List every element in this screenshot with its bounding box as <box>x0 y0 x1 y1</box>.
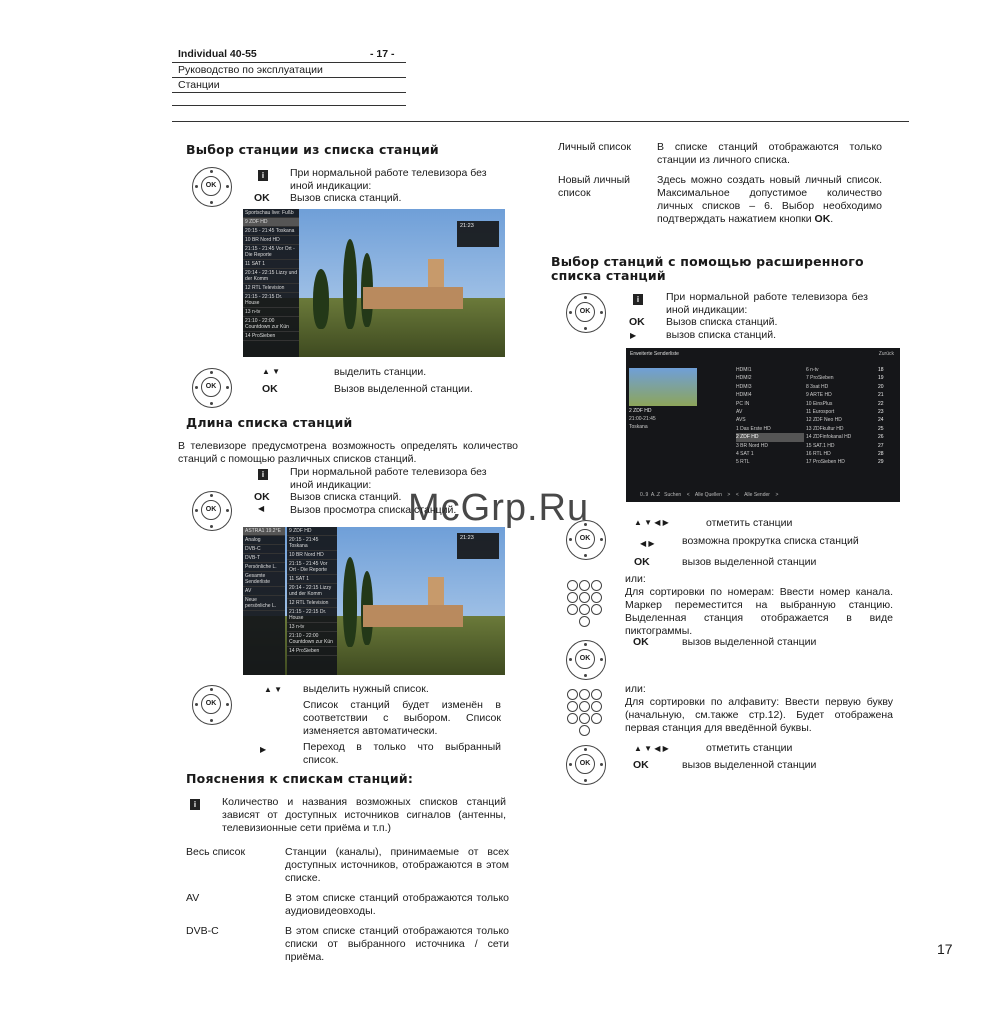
remote-ok-pad: OK <box>566 293 606 333</box>
ext-title: Erweiterte Senderliste <box>630 351 679 357</box>
ok-key-label: OK <box>633 759 649 771</box>
info-icon: i <box>190 799 200 810</box>
channel-item: 20:14 - 22:15 Lizzy und der Komm <box>243 269 299 284</box>
header-section: Станции <box>178 79 220 91</box>
remote-ok-pad: OK <box>192 491 232 531</box>
right-arrow-icon: ▶ <box>260 745 267 754</box>
or-label: или: <box>625 573 646 585</box>
ext-back[interactable]: Zurück <box>878 351 894 357</box>
scroll-text: возможна прокрутка списка станций <box>682 535 859 547</box>
def-desc: Станции (каналы), принимаемые от всех доступных источников, отображаются в этом списке. <box>285 846 509 884</box>
def-desc-ok: OK <box>814 213 831 225</box>
def-term: DVB-C <box>186 925 219 937</box>
channel-item: 11 SAT 1 <box>287 575 337 584</box>
tv-screenshot-station-list <box>243 209 505 357</box>
remote-ok-pad: OK <box>192 685 232 725</box>
channel-item: 21:10 - 22:00 Countdown zur Kün <box>243 317 299 332</box>
header-rule <box>172 62 406 63</box>
channel-list-overlay <box>287 527 337 675</box>
def-term: Личный список <box>558 141 631 153</box>
channel-item: 10 BR Nord HD <box>287 551 337 560</box>
ok-text: Вызов списка станций. <box>290 491 402 503</box>
channel-item: 14 ProSieben <box>243 332 299 341</box>
channel-item: 10 BR Nord HD <box>243 236 299 245</box>
ok2-text: Вызов выделенной станции. <box>334 383 473 395</box>
clock-osd <box>457 533 499 559</box>
mark2-text: отметить станции <box>706 742 793 754</box>
ext-item[interactable]: 12 ZDF Neo HD <box>806 417 842 424</box>
ok-key-label: OK <box>629 316 645 328</box>
ext-item[interactable]: 5 RTL <box>736 459 750 466</box>
ext-col1 <box>736 366 804 467</box>
tv-screenshot-source-list <box>243 527 505 675</box>
channel-item: 9 ZDF HD <box>287 527 337 536</box>
channel-item: 21:15 - 21:45 Vor Ort - Die Reporte <box>287 560 337 575</box>
ok-key-label: OK <box>633 636 649 648</box>
four-arrows-icon: ▲ ▼ ◀ ▶ <box>634 518 669 527</box>
ok-key-label: OK <box>634 556 650 568</box>
source-item: Analog <box>243 536 285 545</box>
ext-item[interactable]: 3 BR Nord HD <box>736 442 768 449</box>
section-rule <box>172 121 909 122</box>
channel-item: 20:15 - 21:45 Toskana <box>243 227 299 236</box>
def-desc: В этом списке станций отображаются только аудиовидеовходы. <box>285 892 509 917</box>
ext-item[interactable]: 1 Das Erste HD <box>736 425 771 432</box>
ext-item[interactable]: 10 EinsPlus <box>806 400 833 407</box>
ext-item[interactable]: 27 <box>878 442 884 449</box>
ext-item[interactable]: 23 <box>878 409 884 416</box>
ext-item[interactable]: AVS <box>736 417 746 424</box>
channel-item: 12 RTL Television <box>287 599 337 608</box>
ext-item[interactable]: 9 ARTE HD <box>806 392 832 399</box>
source-item: ASTRA1 19.2°E <box>243 527 285 536</box>
ext-item[interactable]: 8 3sat HD <box>806 383 829 390</box>
def-desc-end: . <box>830 213 834 225</box>
mark-text: отметить станции <box>706 517 793 529</box>
ok-text: Вызов списка станций. <box>666 316 778 328</box>
alpha-sort-text: Для сортировки по алфавиту: Ввести первую букву (начальную, см.также стр.12). Будет отображена первая станция для введённой буквы. <box>625 696 893 734</box>
preview-show: Toskana <box>629 424 648 430</box>
preview-channel: 2 ZDF HD <box>629 408 652 414</box>
def-term: Весь список <box>186 846 246 858</box>
ext-item[interactable]: HDMI1 <box>736 367 752 373</box>
ext-item[interactable]: HDMI3 <box>736 383 752 390</box>
ext-item[interactable]: 24 <box>878 417 884 424</box>
four-arrows-icon: ▲ ▼ ◀ ▶ <box>634 744 669 753</box>
or-label: или: <box>625 683 646 695</box>
intro-text: В телевизоре предусмотрена возможность определять количество станций с помощью различных списков станций. <box>178 440 518 465</box>
number-keypad-icon <box>567 580 603 628</box>
info-icon: i <box>258 469 268 480</box>
clock-osd <box>457 221 499 247</box>
up-down-arrows-icon: ▲ ▼ <box>264 685 283 694</box>
source-list-overlay <box>243 527 285 675</box>
arrows-text: выделить станции. <box>334 366 427 378</box>
ext-item[interactable]: 4 SAT 1 <box>736 451 754 458</box>
channel-item: 20:15 - 21:45 Toskana <box>287 536 337 551</box>
auto-text: Список станций будет изменён в соответствии с выбором. Список изменяется автоматически. <box>303 699 501 737</box>
remote-ok-pad: OK <box>192 368 232 408</box>
ext-item[interactable]: 6 n-tv <box>806 367 819 373</box>
header-rule <box>172 92 406 93</box>
ok-key-label: OK <box>254 192 270 204</box>
info-text: При нормальной работе телевизора без иной индикации: <box>666 291 868 316</box>
header-model: Individual 40-55 <box>178 48 257 60</box>
section-title-extended: Выбор станций с помощью расширенного <box>551 254 864 269</box>
channel-item: 13 n-tv <box>287 623 337 632</box>
ext-item-selected[interactable]: 2 ZDF HD <box>736 433 804 441</box>
source-item: AV <box>243 587 285 596</box>
source-item: Neue persönliche L. <box>243 596 285 611</box>
page-number: 17 <box>937 941 953 957</box>
ext-item[interactable]: 26 <box>878 434 884 441</box>
left-arrow-icon: ◀ <box>258 504 265 513</box>
info-text: Количество и названия возможных списков станций зависят от доступных источников сигналов (антенны, телевизионные сети приёма и т.п.) <box>222 796 506 834</box>
ext-col2 <box>806 366 870 467</box>
def-desc <box>657 174 882 226</box>
header-rule <box>172 105 406 106</box>
ext-item[interactable]: PC IN <box>736 400 750 407</box>
ext-item[interactable]: 15 SAT.1 HD <box>806 442 835 449</box>
ext-item[interactable]: 11 Eurosport <box>806 409 835 416</box>
remote-ok-pad: OK <box>566 520 606 560</box>
def-desc: В списке станций отображаются только станции из личного списка. <box>657 141 882 166</box>
info-icon: i <box>258 170 268 181</box>
ok4-text: вызов выделенной станции <box>682 759 817 771</box>
letter-keypad-icon <box>567 689 603 737</box>
left-right-arrows-icon: ◀ ▶ <box>640 539 655 548</box>
ext-item[interactable]: 7 ProSieben <box>806 375 834 382</box>
section-title-extended-2: списка станций <box>551 268 666 283</box>
remote-ok-pad: OK <box>566 640 606 680</box>
ext-footer: 0..9 A..Z Suchen < Alle Quellen > < Alle Sender > <box>640 492 779 498</box>
section-title-explanations: Пояснения к спискам станций: <box>186 771 414 786</box>
source-item: Persönliche L. <box>243 563 285 572</box>
header-page-marker: - 17 - <box>370 48 395 60</box>
left-text: Вызов просмотра списка станций. <box>290 504 457 516</box>
ext-item[interactable]: 28 <box>878 451 884 458</box>
def-term: Новый личный список <box>558 174 631 199</box>
channel-item: 21:10 - 22:00 Countdown zur Kün <box>287 632 337 647</box>
channel-item: 12 RTL Television <box>243 284 299 293</box>
section-title-station-select: Выбор станции из списка станций <box>186 142 439 157</box>
right-arrow-icon: ▶ <box>630 331 637 340</box>
ok3-text: вызов выделенной станции <box>682 636 817 648</box>
ext-item[interactable]: HDMI4 <box>736 392 752 399</box>
clock-time: 21:23 <box>460 223 474 229</box>
info-text: При нормальной работе телевизора без иной индикации: <box>290 466 487 491</box>
ext-item[interactable]: 21 <box>878 392 884 399</box>
up-down-arrows-icon: ▲ ▼ <box>262 367 281 376</box>
channel-item: 11 SAT 1 <box>243 260 299 269</box>
ok-key-label: OK <box>262 383 278 395</box>
header-rule <box>172 77 406 78</box>
def-term: AV <box>186 892 200 904</box>
channel-item: 21:15 - 22:15 Dr. House <box>287 608 337 623</box>
channel-item: Sportschau live: Fußb <box>243 209 299 218</box>
ext-item[interactable]: 22 <box>878 400 884 407</box>
ext-item[interactable]: 17 ProSieben HD <box>806 459 845 466</box>
ok2-text: вызов выделенной станции <box>682 556 817 568</box>
channel-item: 9 ZDF HD <box>243 218 299 227</box>
right-text: Переход в только что выбранный список. <box>303 741 501 766</box>
tv-screenshot-extended-list <box>626 348 900 502</box>
header-manual: Руководство по эксплуатации <box>178 64 323 76</box>
remote-ok-pad: OK <box>566 745 606 785</box>
channel-item: 14 ProSieben <box>287 647 337 656</box>
ext-item[interactable]: 13 ZDFkultur HD <box>806 425 844 432</box>
source-item: DVB-T <box>243 554 285 563</box>
section-title-list-length: Длина списка станций <box>186 415 353 430</box>
right-text: вызов списка станций. <box>666 329 777 341</box>
ext-item[interactable]: 14 ZDFinfokanal HD <box>806 434 852 441</box>
ext-col3 <box>878 366 892 467</box>
remote-ok-pad: OK <box>192 167 232 207</box>
info-text: При нормальной работе телевизора без иной индикации: <box>290 167 487 192</box>
ext-item[interactable]: 29 <box>878 459 884 466</box>
ext-item[interactable]: 25 <box>878 425 884 432</box>
channel-item: 20:14 - 22:15 Lizzy und der Komm <box>287 584 337 599</box>
channel-item: 13 n-tv <box>243 308 299 317</box>
ext-item[interactable]: 19 <box>878 375 884 382</box>
channel-item: 21:15 - 22:15 Dr. House <box>243 293 299 308</box>
ext-item[interactable]: HDMI2 <box>736 375 752 382</box>
preview-time: 21:00-21:45 <box>629 416 656 422</box>
ext-item[interactable]: 20 <box>878 383 884 390</box>
ext-item[interactable]: AV <box>736 409 743 416</box>
ext-item[interactable]: 16 RTL HD <box>806 451 831 458</box>
ext-item[interactable]: 18 <box>878 367 884 373</box>
def-desc-text: Здесь можно создать новый личный список. Максимальное допустимое количество личных списков – 6. Выбор необходимо подтверждать нажатием кнопки <box>657 174 882 225</box>
def-desc: В этом списке станций отображаются только списки от выбранного источника / сети приёма. <box>285 925 509 963</box>
source-item: Gesamte Senderliste <box>243 572 285 587</box>
ok-text: Вызов списка станций. <box>290 192 402 204</box>
channel-list-overlay <box>243 209 299 357</box>
info-icon: i <box>633 294 643 305</box>
preview-thumbnail <box>629 368 697 406</box>
num-sort-text: Для сортировки по номерам: Ввести номер канала. Маркер переместится на выбранную станцию. Выделенная станция отображается в виде пиктограммы. <box>625 586 893 637</box>
channel-item: 21:15 - 21:45 Vor Ort - Die Reporte <box>243 245 299 260</box>
source-item: DVB-C <box>243 545 285 554</box>
arrows-text: выделить нужный список. <box>303 683 429 695</box>
watermark: McGrp.Ru <box>408 487 590 529</box>
clock-time: 21:23 <box>460 535 474 541</box>
ok-key-label: OK <box>254 491 270 503</box>
